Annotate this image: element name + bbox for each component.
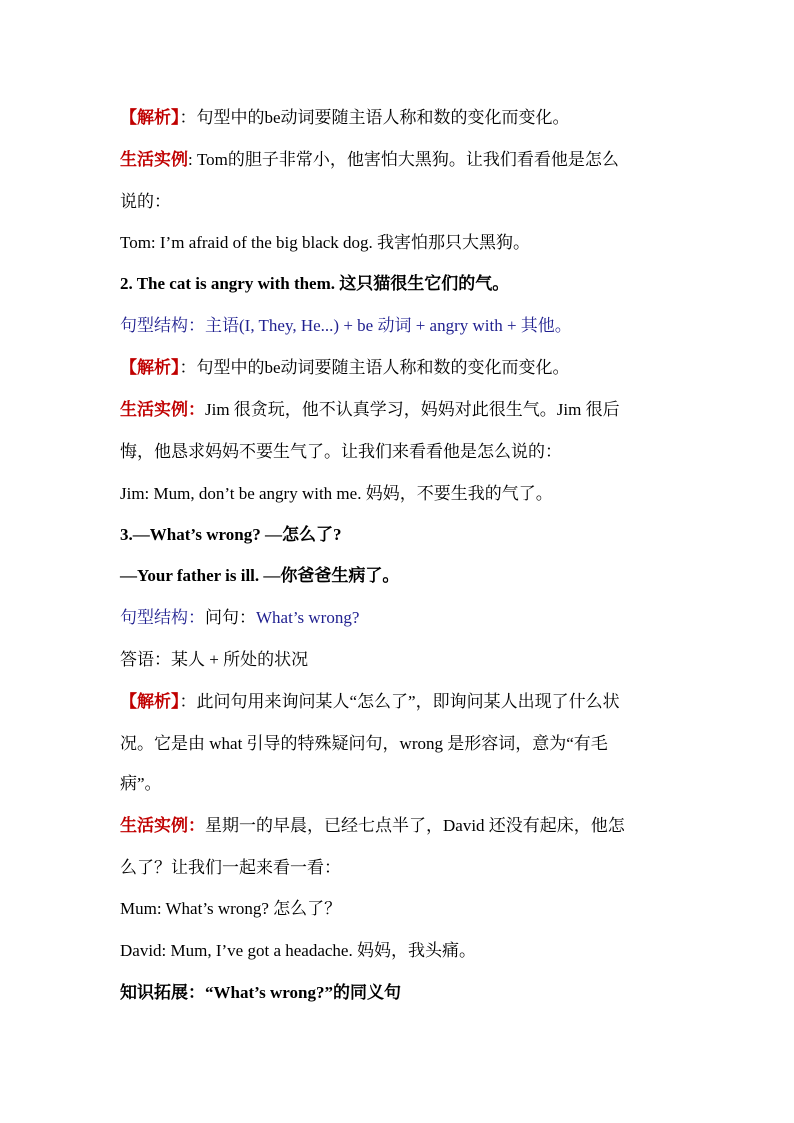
structure-line-2 bbox=[120, 314, 690, 338]
analysis-label: 【解析】 bbox=[120, 358, 180, 377]
example-text: : Tom的胆子非常小，他害怕大黑狗。让我们看看他是怎么 bbox=[188, 150, 619, 169]
sentence-heading-2 bbox=[120, 272, 690, 296]
analysis-line-3-end bbox=[120, 772, 690, 796]
structure-line-3 bbox=[120, 606, 690, 630]
analysis-label: 【解析】 bbox=[120, 108, 180, 127]
example-line-1 bbox=[120, 148, 690, 172]
analysis-line-3 bbox=[120, 690, 690, 714]
example-label: 生活实例： bbox=[120, 400, 205, 419]
example-line-1-cont bbox=[120, 190, 690, 214]
example-text-cont: 说的： bbox=[120, 192, 171, 211]
example-label: 生活实例 bbox=[120, 150, 188, 169]
example-text: 星期一的早晨，已经七点半了，David 还没有起床，他怎 bbox=[205, 816, 625, 835]
dialogue-text: David: Mum, I’ve got a headache. 妈妈，我头痛。 bbox=[120, 941, 476, 960]
sentence-heading-3-answer bbox=[120, 564, 690, 588]
example-line-2-cont bbox=[120, 440, 690, 464]
analysis-label: 【解析】 bbox=[120, 692, 180, 711]
analysis-line-3-cont bbox=[120, 732, 690, 756]
structure-text: 主语(I, They, He...) + be 动词 + angry with + 其他。 bbox=[205, 316, 572, 335]
structure-label: 句型结构： bbox=[120, 608, 205, 627]
sentence-heading-text: 2. The cat is angry with them. 这只猫很生它们的气。 bbox=[120, 274, 510, 293]
structure-answer-line bbox=[120, 648, 690, 672]
example-text-cont: 悔，他恳求妈妈不要生气了。让我们来看看他是怎么说的： bbox=[120, 442, 562, 461]
example-label: 生活实例： bbox=[120, 816, 205, 835]
analysis-text: ：此问句用来询问某人“怎么了”，即询问某人出现了什么状 bbox=[179, 692, 620, 711]
dialogue-david bbox=[120, 939, 690, 963]
dialogue-jim bbox=[120, 482, 690, 506]
example-text-cont: 么了？让我们一起来看一看： bbox=[120, 858, 341, 877]
knowledge-extension-text: 知识拓展：“What’s wrong?”的同义句 bbox=[120, 983, 401, 1002]
dialogue-mum bbox=[120, 897, 690, 921]
example-line-3 bbox=[120, 814, 690, 838]
analysis-text-cont: 况。它是由 what 引导的特殊疑问句，wrong 是形容词，意为“有毛 bbox=[120, 734, 608, 753]
sentence-heading-text: 3.—What’s wrong? —怎么了? bbox=[120, 525, 342, 544]
sentence-heading-3 bbox=[120, 523, 690, 547]
example-line-2 bbox=[120, 398, 690, 422]
structure-answer-text: 答语：某人 + 所处的状况 bbox=[120, 650, 309, 669]
dialogue-text: Mum: What’s wrong? 怎么了？ bbox=[120, 899, 342, 918]
structure-label: 句型结构： bbox=[120, 316, 205, 335]
analysis-text: ：句型中的be动词要随主语人称和数的变化而变化。 bbox=[179, 108, 570, 127]
analysis-line-2 bbox=[120, 356, 690, 380]
dialogue-text: Tom: I’m afraid of the big black dog. 我害怕那只大黑狗。 bbox=[120, 233, 531, 252]
example-line-3-cont bbox=[120, 856, 690, 880]
knowledge-extension-heading bbox=[120, 981, 690, 1005]
dialogue-tom bbox=[120, 231, 690, 255]
analysis-text: ：句型中的be动词要随主语人称和数的变化而变化。 bbox=[179, 358, 570, 377]
example-text: Jim 很贪玩，他不认真学习，妈妈对此很生气。Jim 很后 bbox=[205, 400, 620, 419]
dialogue-text: Jim: Mum, don’t be angry with me. 妈妈，不要生我的气了。 bbox=[120, 484, 553, 503]
structure-prefix: 问句： bbox=[205, 608, 256, 627]
structure-text: What’s wrong? bbox=[256, 608, 360, 627]
analysis-line-1 bbox=[120, 106, 690, 130]
analysis-text-end: 病”。 bbox=[120, 774, 162, 793]
sentence-heading-text: —Your father is ill. —你爸爸生病了。 bbox=[120, 566, 400, 585]
